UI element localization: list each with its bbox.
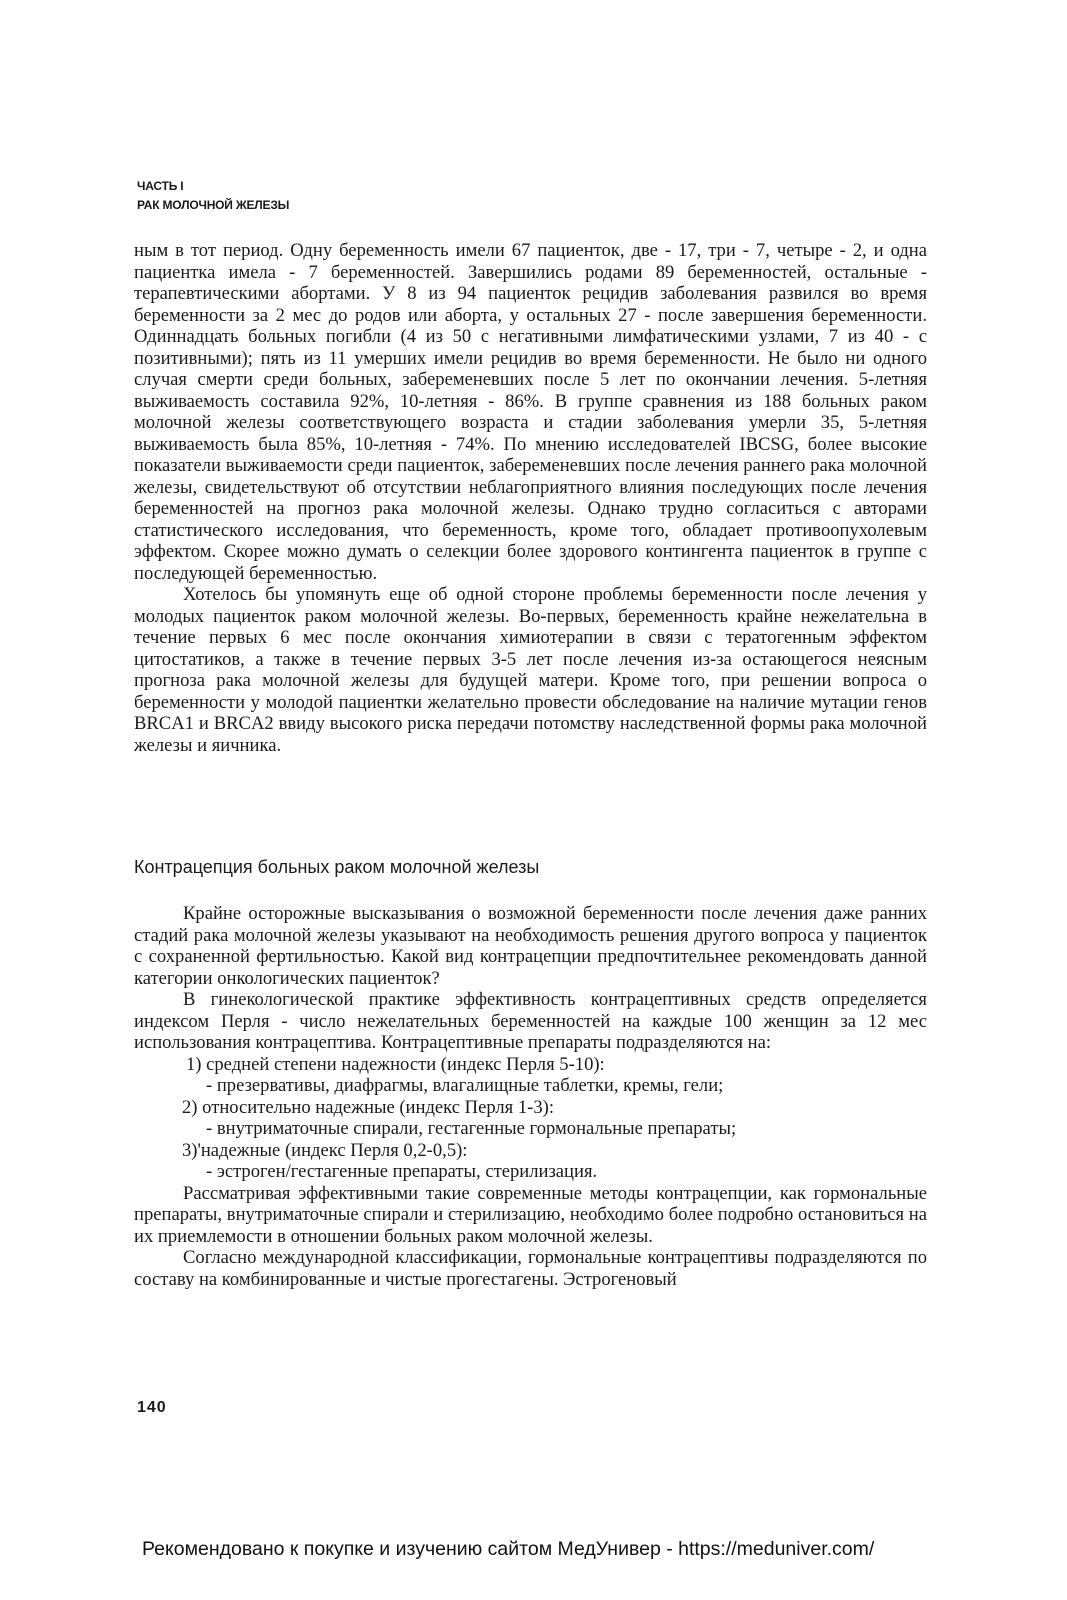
list-item: 2) относительно надежные (индекс Перля 1-3): — [182, 1096, 555, 1118]
list-item: 1) средней степени надежности (индекс Перля 5-10): — [186, 1053, 605, 1075]
paragraph: ным в тот период. Одну беременность имели 67 пациенток, две - 17, три - 7, четыре - 2, и одна пациентка имела - 7 беременностей. Завершились родами 89 беременностей, остальные - терапевтическими абортами. У 8 из 94 пациенток рецидив заболевания развился во время беременности за 2 мес до родов или аборта, у остальных 27 - после завершения беременности. Одиннадцать больных погибли (4 из 50 с негативными лимфатическими узлами, 7 из 40 - с позитивными); пять из 11 умерших имели рецидив во время беременности. Не было ни одного случая смерти среди больных, забеременевших после 5 лет по окончании лечения. 5-летняя выживаемость составила 92%, 10-летняя - 86%. В группе сравнения из 188 больных раком молочной железы соответствующего возраста и стадии заболевания умерли 35, 5-летняя выживаемость была 85%, 10-летняя - 74%. По мнению исследователей IBCSG, более высокие показатели выживаемости среди пациенток, забеременевших после лечения раннего рака молочной железы, свидетельствуют об отсутствии неблагоприятного влияния последующих после лечения беременностей на прогноз рака молочной железы. Однако трудно согласиться с авторами статистического исследования, что беременность, кроме того, обладает противоопухолевым эффектом. Скорее можно думать о селекции более здорового контингента пациенток в группе с последующей беременностью. — [134, 240, 927, 584]
page-number: 140 — [137, 1399, 167, 1416]
paragraph: В гинекологической практике эффективность контрацептивных средств определяется индексом Перля - число нежелательных беременностей на каждые 100 женщин за 12 мес использования контрацептива. Контрацептивные препараты подразделяются на: — [134, 989, 927, 1053]
footer-link[interactable]: Рекомендовано к покупке и изучению сайтом МедУнивер - https://meduniver.com/ — [142, 1538, 875, 1560]
list-item: 3)'надежные (индекс Перля 0,2-0,5): — [182, 1139, 468, 1161]
top-text-block — [134, 240, 927, 756]
header-title: РАК МОЛОЧНОЙ ЖЕЛЕЗЫ — [137, 198, 290, 212]
paragraph: Хотелось бы упомянуть еще об одной стороне проблемы беременности после лечения у молодых пациенток раком молочной железы. Во-первых, беременность крайне нежелательна в течение первых 6 мес после окончания химиотерапии в связи с тератогенным эффектом цитостатиков, а также в течение первых 3-5 лет после лечения из-за остающегося неясным прогноза рака молочной железы для будущей матери. Кроме того, при решении вопроса о беременности у молодой пациентки желательно провести обследование на наличие мутации генов BRCA1 и BRCA2 ввиду высокого риска передачи потомству наследственной формы рака молочной железы и яичника. — [134, 584, 927, 756]
list-subitem: - внутриматочные спирали, гестагенные гормональные препараты; — [206, 1118, 737, 1139]
running-header — [137, 177, 289, 215]
header-part: ЧАСТЬ I — [137, 179, 184, 193]
section-text-block — [134, 903, 927, 1290]
paragraph: Рассматривая эффективными такие современные методы контрацепции, как гормональные препараты, внутриматочные спирали и стерилизацию, необходимо более подробно остановиться на их приемлемости в отношении больных раком молочной железы. — [134, 1182, 927, 1247]
list-subitem: - презервативы, диафрагмы, влагалищные таблетки, кремы, гели; — [206, 1075, 724, 1096]
paragraph: Согласно международной классификации, гормональные контрацептивы подразделяются по составу на комбинированные и чистые прогестагены. Эстрогеновый — [134, 1247, 927, 1290]
list-subitem: - эстроген/гестагенные препараты, стерилизация. — [206, 1161, 598, 1182]
paragraph: Крайне осторожные высказывания о возможной беременности после лечения даже ранних стадий рака молочной железы указывают на необходимость решения другого вопроса у пациенток с сохраненной фертильностью. Какой вид контрацепции предпочтительнее рекомендовать данной категории онкологических пациенток? — [134, 903, 927, 989]
section-title: Контрацепция больных раком молочной железы — [134, 857, 540, 877]
